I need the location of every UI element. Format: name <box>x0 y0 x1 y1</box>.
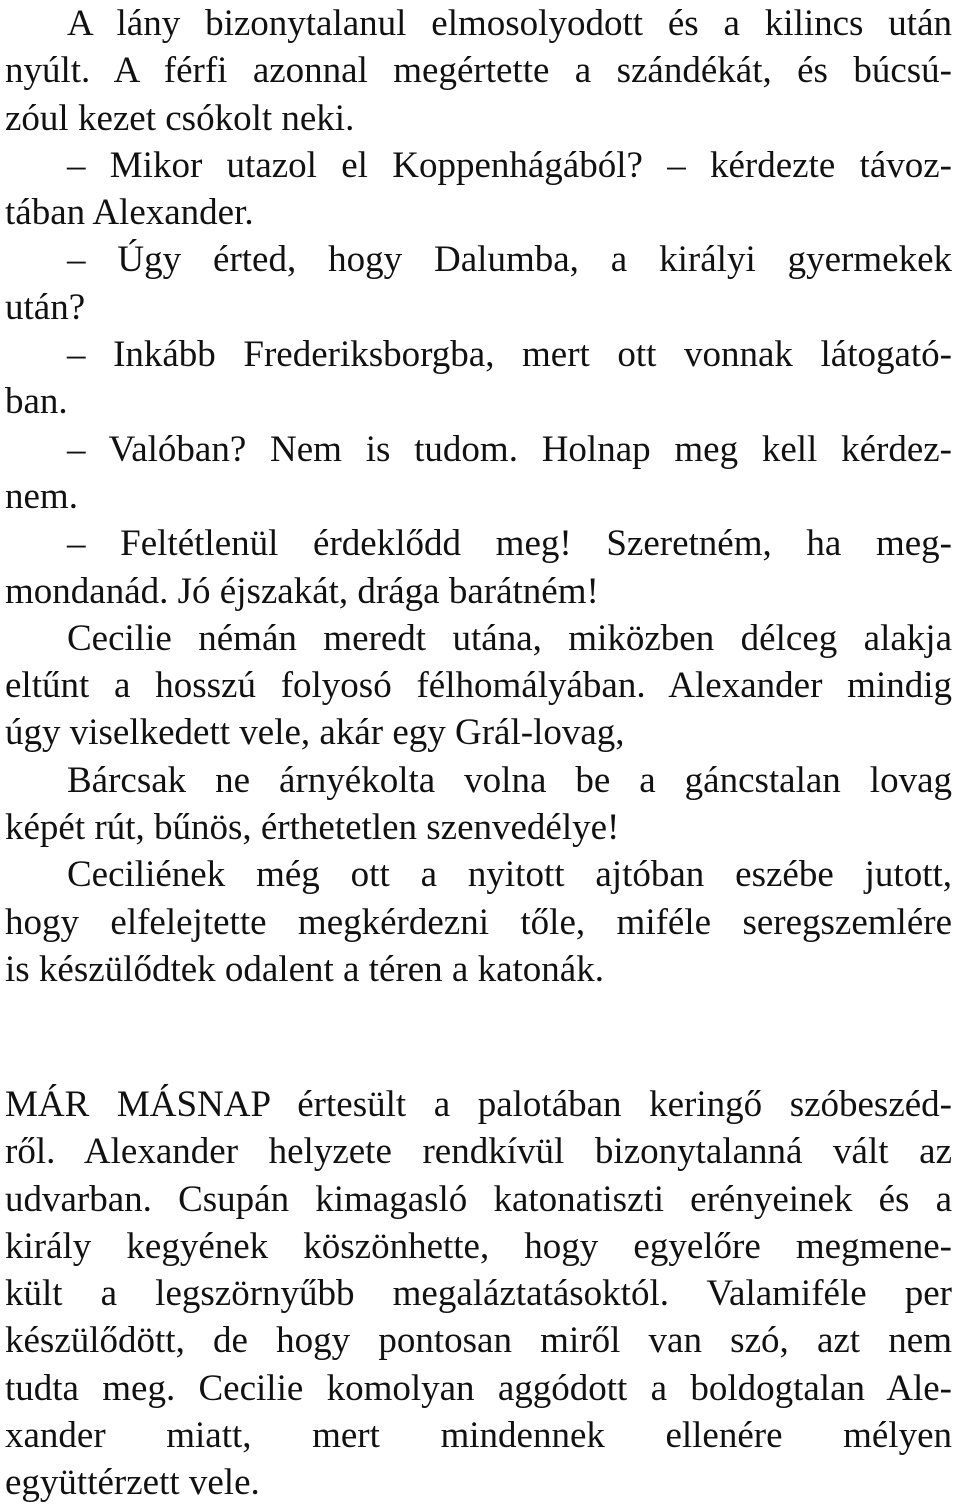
text-line: mondanád. Jó éjszakát, drága barátném! <box>5 570 599 612</box>
text-line: király kegyének köszönhette, hogy egyelőre megmene- <box>5 1225 952 1267</box>
text-line: után? <box>5 286 86 328</box>
text-line: tudta meg. Cecilie komolyan aggódott a boldogtalan Ale- <box>5 1367 952 1409</box>
text-line: zóul kezet csókolt neki. <box>5 97 355 139</box>
text-line: – Úgy érted, hogy Dalumba, a királyi gyermekek <box>67 239 952 281</box>
text-line: kült a legszörnyűbb megaláztatásoktól. Valamiféle per <box>5 1273 952 1315</box>
text-line: képét rút, bűnös, érthetetlen szenvedélye! <box>5 807 620 849</box>
text-line: is készülődtek odalent a téren a katonák. <box>5 948 604 990</box>
text-line: – Valóban? Nem is tudom. Holnap meg kell kérdez- <box>67 428 952 470</box>
text-line: tában Alexander. <box>5 192 254 234</box>
text-line: – Feltétlenül érdeklődd meg! Szeretném, ha meg- <box>67 523 952 565</box>
text-line: MÁR MÁSNAP értesült a palotában keringő szóbeszéd- <box>5 1084 952 1125</box>
text-line: ban. <box>5 381 68 423</box>
text-line: xander miatt, mert mindennek ellenére mélyen <box>5 1415 952 1457</box>
text-line: hogy elfelejtette megkérdezni tőle, miféle seregszemlére <box>5 901 952 943</box>
text-line: úgy viselkedett vele, akár egy Grál-lovag, <box>5 712 625 754</box>
text-section-dialogue <box>5 0 952 993</box>
text-line: Cecilie némán meredt utána, miközben délceg alakja <box>67 617 952 659</box>
text-line: Bárcsak ne árnyékolta volna be a gáncstalan lovag <box>67 759 952 801</box>
text-section-next-day <box>5 1081 952 1507</box>
text-line: A lány bizonytalanul elmosolyodott és a kilincs után <box>67 3 952 44</box>
text-line: együttérzett vele. <box>5 1462 260 1504</box>
text-line: udvarban. Csupán kimagasló katonatiszti erényeinek és a <box>5 1178 952 1220</box>
text-line: Ceciliének még ott a nyitott ajtóban eszébe jutott, <box>67 854 952 896</box>
text-line: nyúlt. A férfi azonnal megértette a szándékát, és búcsú- <box>5 50 952 92</box>
text-line: – Mikor utazol el Koppenhágából? – kérdezte távoz- <box>67 144 952 186</box>
text-line: – Inkább Frederiksborgba, mert ott vonnak látogató- <box>67 334 952 376</box>
text-line: eltűnt a hosszú folyosó félhomályában. Alexander mindig <box>5 665 952 707</box>
text-line: készülődött, de hogy pontosan miről van szó, azt nem <box>5 1320 952 1362</box>
text-line: ről. Alexander helyzete rendkívül bizonytalanná vált az <box>5 1131 952 1173</box>
text-line: nem. <box>5 475 78 517</box>
